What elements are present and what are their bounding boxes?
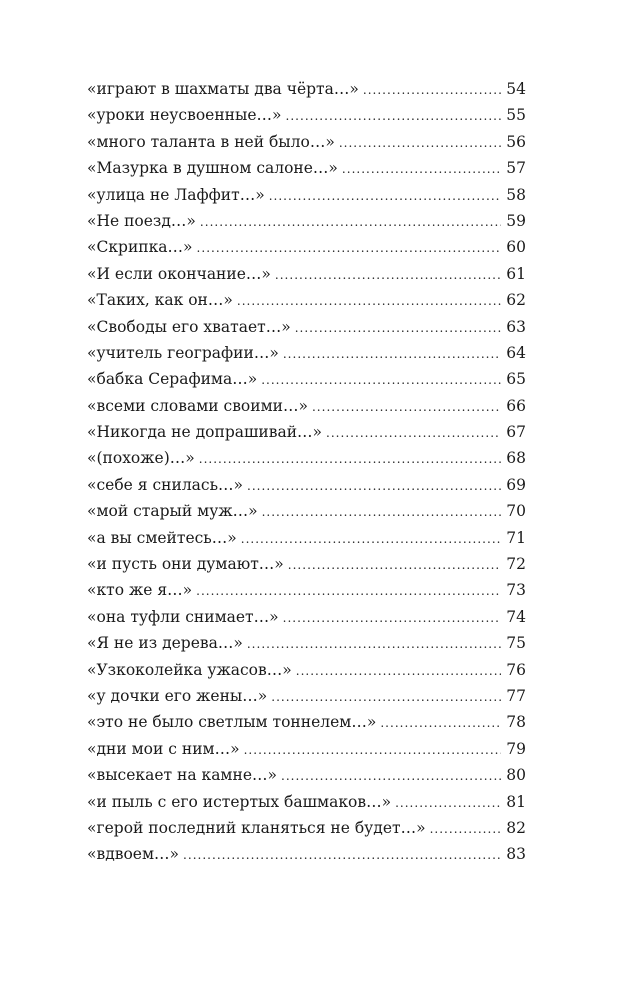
toc-entry-page: 74 bbox=[506, 607, 526, 626]
toc-entry-page: 81 bbox=[506, 792, 526, 811]
toc-leader-dots bbox=[262, 499, 501, 524]
toc-entry-page: 82 bbox=[506, 818, 526, 837]
toc-entry-page: 64 bbox=[506, 343, 526, 362]
toc-entry-page: 78 bbox=[506, 713, 526, 732]
toc-entry bbox=[87, 551, 526, 577]
toc-entry-title: «учитель географии…» bbox=[87, 343, 279, 362]
toc-leader-dots bbox=[199, 446, 501, 471]
toc-entry-title: «Мазурка в душном салоне…» bbox=[87, 159, 338, 178]
toc-entry bbox=[87, 393, 526, 419]
toc-entry-page: 63 bbox=[506, 317, 526, 336]
toc-leader-dots bbox=[430, 816, 501, 841]
toc-entry-page: 67 bbox=[506, 423, 526, 442]
toc-entry-page: 77 bbox=[506, 686, 526, 705]
toc-entry-title: «это не было светлым тоннелем…» bbox=[87, 713, 377, 732]
toc-entry bbox=[87, 208, 526, 234]
toc-entry-title: «кто же я…» bbox=[87, 581, 193, 600]
toc-entry-title: «Скрипка…» bbox=[87, 238, 193, 257]
toc-entry bbox=[87, 709, 526, 735]
toc-leader-dots bbox=[200, 209, 501, 234]
toc-entry-title: «и пусть они думают…» bbox=[87, 555, 284, 574]
toc-entry-page: 55 bbox=[506, 106, 526, 125]
toc-entry-title: «(похоже)…» bbox=[87, 449, 195, 468]
toc-entry-page: 83 bbox=[506, 845, 526, 864]
toc-entry bbox=[87, 789, 526, 815]
toc-entry bbox=[87, 366, 526, 392]
toc-entry bbox=[87, 340, 526, 366]
toc-entry-title: «всеми словами своими…» bbox=[87, 396, 308, 415]
toc-leader-dots bbox=[283, 605, 501, 630]
toc-entry-title: «Свободы его хватает…» bbox=[87, 317, 291, 336]
toc-entry-title: «дни мои с ним…» bbox=[87, 739, 240, 758]
toc-entry bbox=[87, 577, 526, 603]
toc-entry-page: 80 bbox=[506, 766, 526, 785]
table-of-contents bbox=[87, 76, 526, 868]
toc-leader-dots bbox=[312, 394, 501, 419]
toc-leader-dots bbox=[286, 103, 502, 128]
toc-entry-title: «герой последний кланяться не будет…» bbox=[87, 818, 426, 837]
toc-leader-dots bbox=[363, 77, 501, 102]
toc-leader-dots bbox=[281, 763, 501, 788]
toc-entry bbox=[87, 129, 526, 155]
toc-leader-dots bbox=[288, 552, 501, 577]
toc-entry-title: «играют в шахматы два чёрта…» bbox=[87, 80, 359, 98]
toc-entry bbox=[87, 261, 526, 287]
toc-entry-page: 56 bbox=[506, 132, 526, 151]
toc-entry-title: «Я не из дерева…» bbox=[87, 634, 243, 653]
toc-entry bbox=[87, 683, 526, 709]
toc-entry-page: 62 bbox=[506, 291, 526, 310]
toc-leader-dots bbox=[275, 262, 501, 287]
toc-entry-page: 61 bbox=[506, 264, 526, 283]
toc-entry-title: «улица не Лаффит…» bbox=[87, 185, 265, 204]
toc-leader-dots bbox=[247, 473, 501, 498]
toc-leader-dots bbox=[183, 842, 501, 867]
toc-entry bbox=[87, 76, 526, 102]
toc-entry bbox=[87, 155, 526, 181]
toc-leader-dots bbox=[283, 341, 501, 366]
toc-entry-title: «Никогда не допрашивай…» bbox=[87, 423, 323, 442]
toc-entry bbox=[87, 498, 526, 524]
toc-entry-page: 65 bbox=[506, 370, 526, 389]
toc-leader-dots bbox=[380, 710, 501, 735]
toc-entry-page: 59 bbox=[506, 211, 526, 230]
toc-entry-title: «Узкоколейка ужасов…» bbox=[87, 660, 292, 679]
toc-entry bbox=[87, 182, 526, 208]
toc-leader-dots bbox=[339, 130, 501, 155]
toc-leader-dots bbox=[197, 235, 501, 260]
toc-leader-dots bbox=[247, 631, 501, 656]
toc-entry-page: 54 bbox=[506, 80, 526, 98]
toc-entry bbox=[87, 657, 526, 683]
toc-entry-title: «бабка Серафима…» bbox=[87, 370, 258, 389]
toc-entry bbox=[87, 736, 526, 762]
toc-entry-title: «И если окончание…» bbox=[87, 264, 271, 283]
toc-entry-title: «вдвоем…» bbox=[87, 845, 180, 864]
toc-entry bbox=[87, 815, 526, 841]
toc-entry-page: 71 bbox=[506, 528, 526, 547]
toc-entry-title: «Таких, как он…» bbox=[87, 291, 233, 310]
toc-entry bbox=[87, 314, 526, 340]
toc-entry-page: 66 bbox=[506, 396, 526, 415]
toc-entry-page: 58 bbox=[506, 185, 526, 204]
toc-entry-title: «мой старый муж…» bbox=[87, 502, 258, 521]
toc-entry bbox=[87, 472, 526, 498]
toc-entry-title: «много таланта в ней было…» bbox=[87, 132, 335, 151]
toc-entry-title: «себе я снилась…» bbox=[87, 475, 244, 494]
toc-entry-page: 57 bbox=[506, 159, 526, 178]
toc-entry-title: «а вы смейтесь…» bbox=[87, 528, 237, 547]
toc-leader-dots bbox=[244, 737, 501, 762]
toc-leader-dots bbox=[241, 526, 501, 551]
toc-entry bbox=[87, 445, 526, 471]
toc-entry-title: «Не поезд…» bbox=[87, 211, 196, 230]
toc-entry-page: 73 bbox=[506, 581, 526, 600]
toc-entry-page: 72 bbox=[506, 555, 526, 574]
toc-leader-dots bbox=[269, 183, 501, 208]
toc-leader-dots bbox=[237, 288, 501, 313]
toc-entry-page: 76 bbox=[506, 660, 526, 679]
toc-entry bbox=[87, 630, 526, 656]
toc-leader-dots bbox=[296, 658, 501, 683]
toc-entry bbox=[87, 841, 526, 867]
toc-entry bbox=[87, 762, 526, 788]
toc-entry-page: 75 bbox=[506, 634, 526, 653]
toc-entry-page: 70 bbox=[506, 502, 526, 521]
toc-entry-title: «у дочки его жены…» bbox=[87, 686, 268, 705]
toc-entry-title: «и пыль с его истертых башмаков…» bbox=[87, 792, 392, 811]
toc-entry bbox=[87, 234, 526, 260]
toc-entry-title: «уроки неусвоенные…» bbox=[87, 106, 282, 125]
toc-entry bbox=[87, 102, 526, 128]
toc-entry bbox=[87, 287, 526, 313]
toc-leader-dots bbox=[271, 684, 501, 709]
toc-entry-title: «высекает на камне…» bbox=[87, 766, 277, 785]
toc-entry-page: 69 bbox=[506, 475, 526, 494]
toc-entry-title: «она туфли снимает…» bbox=[87, 607, 279, 626]
toc-entry-page: 68 bbox=[506, 449, 526, 468]
toc-leader-dots bbox=[295, 315, 501, 340]
toc-entry-page: 60 bbox=[506, 238, 526, 257]
toc-leader-dots bbox=[196, 578, 501, 603]
toc-leader-dots bbox=[395, 790, 501, 815]
toc-entry bbox=[87, 525, 526, 551]
toc-leader-dots bbox=[261, 367, 501, 392]
toc-leader-dots bbox=[342, 156, 501, 181]
toc-entry bbox=[87, 604, 526, 630]
toc-leader-dots bbox=[326, 420, 501, 445]
toc-entry bbox=[87, 419, 526, 445]
toc-entry-page: 79 bbox=[506, 739, 526, 758]
